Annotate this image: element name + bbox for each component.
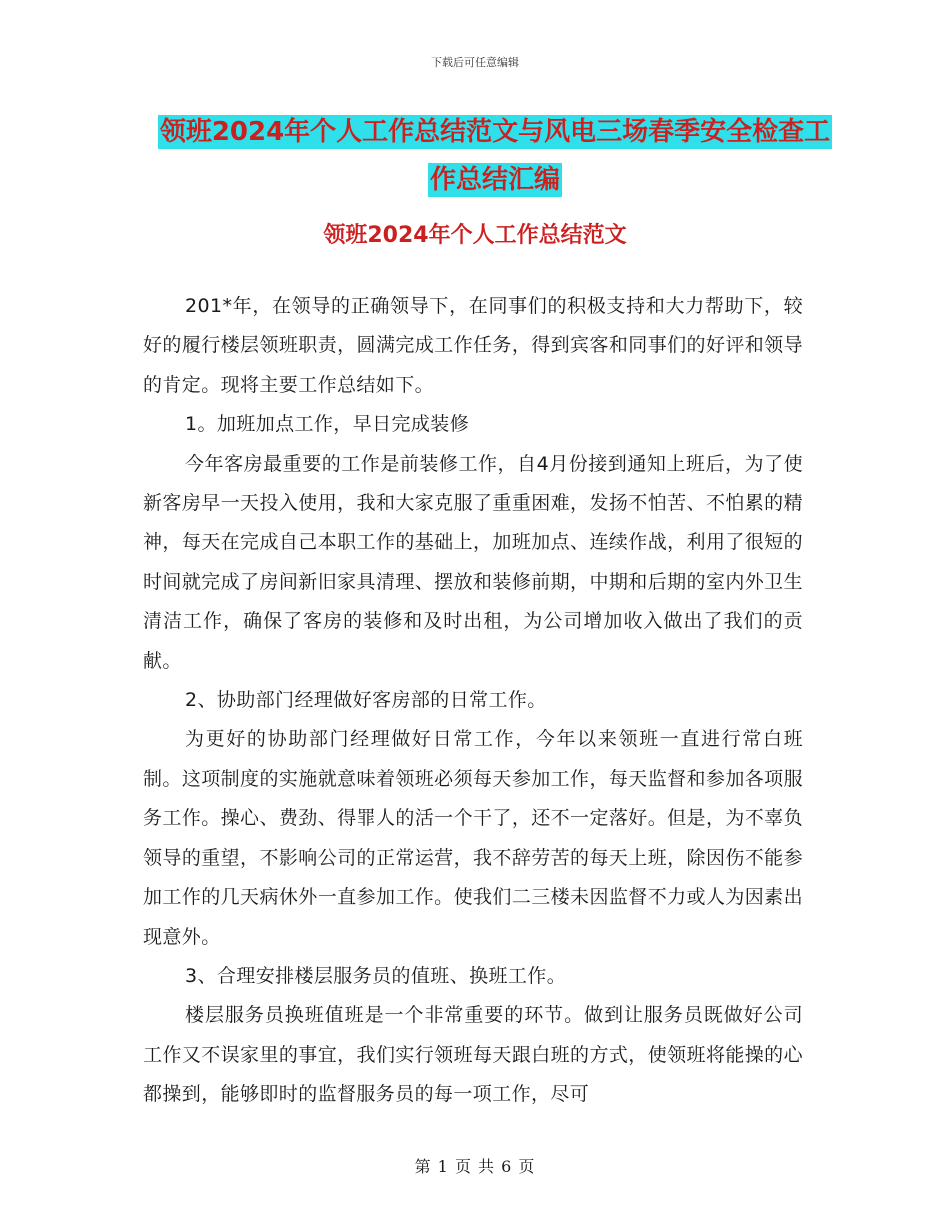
paragraph: 3、合理安排楼层服务员的值班、换班工作。 bbox=[185, 964, 567, 987]
paragraph: 2、协助部门经理做好客房部的日常工作。 bbox=[185, 689, 547, 712]
section-title: 领班2024年个人工作总结范文 bbox=[323, 223, 627, 248]
page-header-note: 下载后可任意编辑 bbox=[431, 56, 519, 69]
paragraph: 201*年，在领导的正确领导下，在同事们的积极支持和大力帮助下，较好的履行楼层领班职责，圆满完成工作任务，得到宾客和同事们的好评和领导的肯定。现将主要工作总结如下。 bbox=[143, 295, 803, 396]
paragraph: 楼层服务员换班值班是一个非常重要的环节。做到让服务员既做好公司工作又不误家里的事宜，我们实行领班每天跟白班的方式，使领班将能操的心都操到，能够即时的监督服务员的每一项工作，尽可 bbox=[143, 1004, 803, 1106]
paragraph: 为更好的协助部门经理做好日常工作，今年以来领班一直进行常白班制。这项制度的实施就意味着领班必须每天参加工作，每天监督和参加各项服务工作。操心、费劲、得罪人的活一个干了，还不一定落好。但是，为不辜负领导的重望，不影响公司的正常运营，我不辞劳苦的每天上班，除因伤不能参加工作的几天病休外一直参加工作。使我们二三楼未因监督不力或人为因素出现意外。 bbox=[143, 728, 803, 948]
page-footer: 第 1 页 共 6 页 bbox=[414, 1157, 536, 1176]
document-title-text: 领班2024年个人工作总结范文与风电三场春季安全检查工作总结汇编 bbox=[159, 117, 831, 195]
document-title bbox=[150, 108, 840, 204]
document-body bbox=[143, 287, 803, 1115]
paragraph: 今年客房最重要的工作是前装修工作，自4月份接到通知上班后，为了使新客房早一天投入使用，我和大家克服了重重困难，发扬不怕苦、不怕累的精神，每天在完成自己本职工作的基础上，加班加点、连续作战，利用了很短的时间就完成了房间新旧家具清理、摆放和装修前期，中期和后期的室内外卫生清洁工作，确保了客房的装修和及时出租，为公司增加收入做出了我们的贡献。 bbox=[143, 452, 803, 672]
paragraph: 1。加班加点工作，早日完成装修 bbox=[185, 413, 470, 436]
